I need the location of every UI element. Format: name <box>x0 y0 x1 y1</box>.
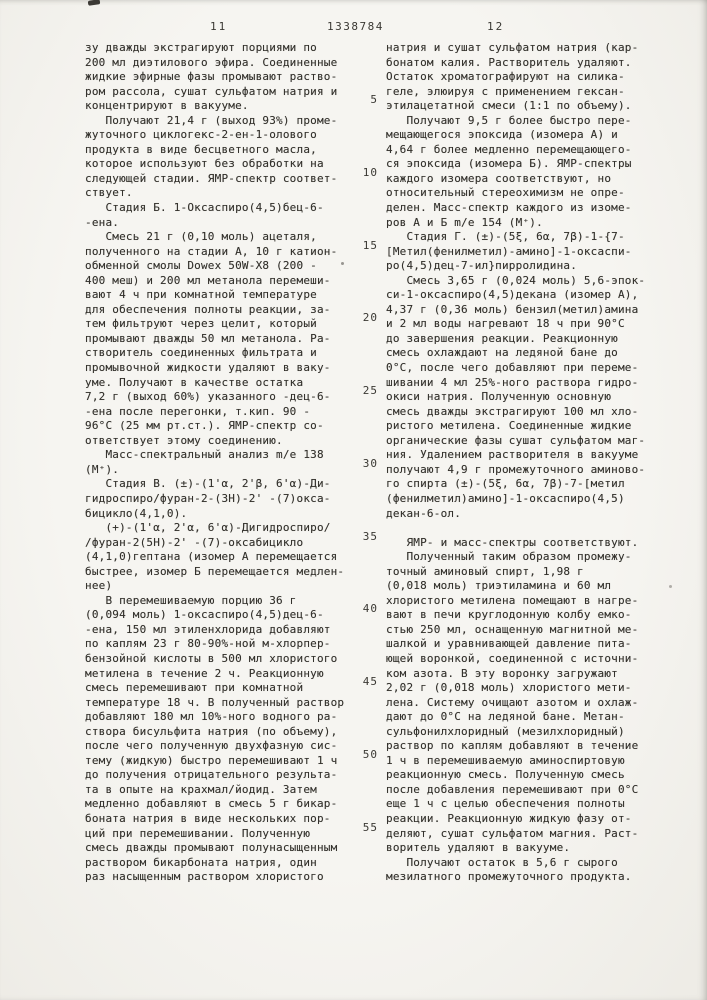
text-line: геле, элюируя с применением гексан- <box>386 84 625 98</box>
text-line: смесь перемешивают при комнатной <box>85 681 304 695</box>
text-line: ром рассола, сушат сульфатом натрия и <box>85 84 338 98</box>
text-line: Остаток хроматографируют на силика- <box>386 70 625 84</box>
text-line: (фенилметил)амино]-1-оксаспиро(4,5) <box>386 491 625 505</box>
text-line: относительный стереохимизм не опре- <box>386 186 625 200</box>
line-number-gutter <box>350 41 378 941</box>
text-line: реакционную смесь. Полученную смесь <box>386 768 625 782</box>
text-line: до получения отрицательного результа- <box>85 768 338 782</box>
text-line: до завершения реакции. Реакционную <box>386 331 618 345</box>
text-line: стью 250 мл, оснащенную магнитной ме- <box>386 622 639 636</box>
text-line <box>386 521 666 536</box>
text-line: декан-6-ол. <box>386 506 462 520</box>
text-line: смесь дважды экстрагируют 100 мл хло- <box>386 404 639 418</box>
text-line: (4,1,0)гептана (изомер А перемещается <box>85 550 338 564</box>
text-line: тем фильтруют через целит, который <box>85 317 317 331</box>
text-line: ро(4,5)дец-7-ил}пирролидина. <box>386 259 578 273</box>
text-line: Смесь 21 г (0,10 моль) ацеталя, <box>85 230 317 244</box>
text-line: сульфонилхлоридный (мезилхлоридный) <box>386 724 625 738</box>
text-line: медленно добавляют в смесь 5 г бикар- <box>85 797 338 811</box>
text-line: раствор по каплям добавляют в течение <box>386 739 639 753</box>
gutter-line-number: 25 <box>362 384 378 398</box>
text-line: зу дважды экстрагируют порциями по <box>85 41 317 54</box>
text-line: 2,02 г (0,018 моль) хлористого мети- <box>386 681 632 695</box>
left-page-number: 11 <box>210 20 228 33</box>
gutter-line-number: 15 <box>362 238 378 252</box>
text-line: ком азота. В эту воронку загружают <box>386 666 618 680</box>
text-line: раз насыщенным раствором хлористого <box>85 870 324 884</box>
text-line: ответствует этому соединению. <box>85 433 283 447</box>
text-line: точный аминовый спирт, 1,98 г <box>386 564 584 578</box>
text-line: [Метил(фенилметил)-амино]-1-оксаспи- <box>386 244 632 258</box>
text-line: (+)-(1'α, 2'α, 6'α)-Дигидроспиро/ <box>85 521 331 535</box>
text-line: мезилатного промежуточного продукта. <box>386 870 632 884</box>
text-line: 400 меш) и 200 мл метанола перемеши- <box>85 273 331 287</box>
text-line: Полученный таким образом промежу- <box>386 550 632 564</box>
text-line: 0°С, после чего добавляют при переме- <box>386 361 639 375</box>
text-line: после добавления перемешивают при 0°С <box>386 782 639 796</box>
text-line: та в опыте на крахмал/йодид. Затем <box>85 782 317 796</box>
text-line: ствует. <box>85 186 133 200</box>
text-line: добавляют 180 мл 10%-ного водного ра- <box>85 710 338 724</box>
text-line: В перемешиваемую порцию 36 г <box>85 593 297 607</box>
text-line: деляют, сушат сульфатом магния. Раст- <box>386 826 639 840</box>
gutter-line-number: 40 <box>362 602 378 616</box>
text-line: ЯМР- и масс-спектры соответствуют. <box>386 535 639 549</box>
gutter-line-number: 35 <box>362 529 378 543</box>
text-line: получают 4,9 г промежуточного аминово- <box>386 462 646 476</box>
text-line: створа бисульфита натрия (по объему), <box>85 724 338 738</box>
text-line: жуточного циклогекс-2-ен-1-олового <box>85 128 317 142</box>
text-line: /фуран-2(5Н)-2' -(7)-оксабицикло <box>85 535 304 549</box>
text-line: вают 4 ч при комнатной температуре <box>85 288 317 302</box>
text-line: смесь дважды промывают полунасыщенным <box>85 841 338 855</box>
text-line: бензойной кислоты в 500 мл хлористого <box>85 651 338 665</box>
text-line: каждого изомера соответствуют, но <box>386 171 612 185</box>
text-line: смесь охлаждают на ледяной бане до <box>386 346 618 360</box>
text-line: и 2 мл воды нагревают 18 ч при 90°С <box>386 317 625 331</box>
text-line: 4,64 г более медленно перемещающего- <box>386 142 632 156</box>
text-line: гидроспиро/фуран-2-(3Н)-2' -(7)окса- <box>85 491 331 505</box>
text-line: 4,37 г (0,36 моль) бензил(метил)амина <box>386 302 639 316</box>
text-line: лена. Систему очищают азотом и охлаж- <box>386 695 639 709</box>
text-line: воритель удаляют в вакууме. <box>386 841 571 855</box>
text-line: (0,018 моль) триэтиламина и 60 мл <box>386 579 612 593</box>
text-line: тему (жидкую) быстро перемешивают 1 ч <box>85 753 338 767</box>
text-line: ния. Удалением растворителя в вакууме <box>386 448 639 462</box>
text-line: ций при перемешивании. Полученную <box>85 826 311 840</box>
gutter-line-number: 5 <box>370 93 378 107</box>
text-line: для обеспечения полноты реакции, за- <box>85 302 331 316</box>
text-line: 1 ч в перемешиваемую аминоспиртовую <box>386 753 625 767</box>
text-line: реакции. Реакционную жидкую фазу от- <box>386 811 632 825</box>
text-line: Получают 21,4 г (выход 93%) проме- <box>85 113 338 127</box>
text-line: -ена. <box>85 215 120 229</box>
gutter-line-number: 30 <box>362 456 378 470</box>
text-line: (M⁺). <box>85 462 120 476</box>
text-line: раствором бикарбоната натрия, один <box>85 855 317 869</box>
text-line: -ена после перегонки, т.кип. 90 - <box>85 404 311 418</box>
text-line: си-1-оксаспиро(4,5)декана (изомер А), <box>386 288 639 302</box>
text-line: Получают остаток в 5,6 г сырого <box>386 855 618 869</box>
text-line: еще 1 ч с целью обеспечения полноты <box>386 797 625 811</box>
text-line: промывочной жидкости удаляют в ваку- <box>85 361 331 375</box>
text-line: этилацетатной смеси (1:1 по объему). <box>386 99 632 113</box>
text-line: (0,094 моль) 1-оксаспиро(4,5)дец-6- <box>85 608 324 622</box>
text-line: мещающегося эпоксида (изомера А) и <box>386 128 618 142</box>
scan-artifact <box>669 585 672 588</box>
text-line: вают в печи круглодонную колбу емко- <box>386 608 632 622</box>
text-line: Стадия Г. (±)-(5ξ, 6α, 7β)-1-{7- <box>386 230 625 244</box>
text-line: промывают дважды 50 мл метанола. Ра- <box>85 331 331 345</box>
text-line: жидкие эфирные фазы промывают раство- <box>85 70 338 84</box>
text-line: шивании 4 мл 25%-ного раствора гидро- <box>386 375 639 389</box>
right-text-column <box>386 41 666 885</box>
scan-artifact <box>88 0 101 6</box>
text-line: Стадия Б. 1-Оксаспиро(4,5)бец-6- <box>85 201 324 215</box>
text-line: ющей воронкой, соединенной с источни- <box>386 651 639 665</box>
patent-number: 1338784 <box>327 20 384 33</box>
right-page-number: 12 <box>487 20 505 33</box>
text-line: шалкой и уравнивающей давление пита- <box>386 637 632 651</box>
text-line: 7,2 г (выход 60%) указанного -дец-6- <box>85 390 331 404</box>
text-line: по каплям 23 г 80-90%-ной м-хлорпер- <box>85 637 331 651</box>
text-line: натрия и сушат сульфатом натрия (кар- <box>386 41 639 54</box>
text-line: створитель соединенных фильтрата и <box>85 346 317 360</box>
left-text-column <box>85 41 353 885</box>
text-line: делен. Масс-спектр каждого из изоме- <box>386 201 632 215</box>
text-line: ристого метилена. Соединенные жидкие <box>386 419 632 433</box>
text-line: органические фазы сушат сульфатом маг- <box>386 433 646 447</box>
text-line: 200 мл диэтилового эфира. Соединенные <box>85 55 338 69</box>
text-line: уме. Получают в качестве остатка <box>85 375 304 389</box>
text-line: после чего полученную двухфазную сис- <box>85 739 338 753</box>
gutter-line-number: 55 <box>362 820 378 834</box>
text-line: ров А и Б m/e 154 (M⁺). <box>386 215 543 229</box>
text-line: температуре 18 ч. В полученный раствор <box>85 695 345 709</box>
gutter-line-number: 45 <box>362 675 378 689</box>
text-line: которое используют без обработки на <box>85 157 324 171</box>
text-line: бицикло(4,1,0). <box>85 506 188 520</box>
text-line: полученного на стадии А, 10 г катион- <box>85 244 338 258</box>
text-line: метилена в течение 2 ч. Реакционную <box>85 666 324 680</box>
text-line: боната натрия в виде нескольких пор- <box>85 811 331 825</box>
text-line: Получают 9,5 г более быстро пере- <box>386 113 632 127</box>
text-line: нее) <box>85 579 113 593</box>
text-line: Масс-спектральный анализ m/e 138 <box>85 448 324 462</box>
text-line: следующей стадии. ЯМР-спектр соответ- <box>85 171 338 185</box>
text-line: Смесь 3,65 г (0,024 моль) 5,6-эпок- <box>386 273 646 287</box>
text-line: обменной смолы Dowex 50W-X8 (200 - <box>85 259 317 273</box>
text-line: бонатом калия. Растворитель удаляют. <box>386 55 632 69</box>
text-line: го спирта (±)-(5ξ, 6α, 7β)-7-[метил <box>386 477 625 491</box>
gutter-line-number: 50 <box>362 747 378 761</box>
gutter-line-number: 20 <box>362 311 378 325</box>
text-line: быстрее, изомер Б перемещается медлен- <box>85 564 345 578</box>
text-line: дают до 0°С на ледяной бане. Метан- <box>386 710 625 724</box>
text-line: окиси натрия. Полученную основную <box>386 390 612 404</box>
text-line: -ена, 150 мл этиленхлорида добавляют <box>85 622 331 636</box>
gutter-line-number: 10 <box>362 165 378 179</box>
text-line: концентрируют в вакууме. <box>85 99 249 113</box>
text-line: хлористого метилена помещают в нагре- <box>386 593 639 607</box>
text-line: Стадия В. (±)-(1'α, 2'β, 6'α)-Ди- <box>85 477 331 491</box>
text-line: 96°С (25 мм рт.ст.). ЯМР-спектр со- <box>85 419 324 433</box>
text-line: продукта в виде бесцветного масла, <box>85 142 317 156</box>
text-line: ся эпоксида (изомера Б). ЯМР-спектры <box>386 157 632 171</box>
